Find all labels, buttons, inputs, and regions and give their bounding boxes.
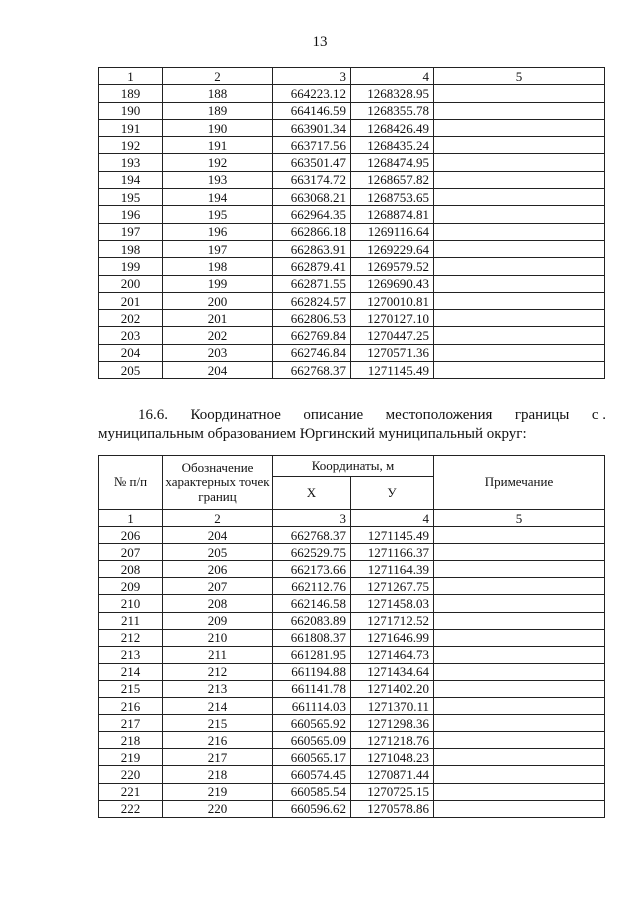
point-designation-cell: 200 [163, 292, 273, 309]
point-number-cell: 220 [99, 766, 163, 783]
x-coordinate-cell: 663174.72 [273, 171, 351, 188]
point-number-cell: 193 [99, 154, 163, 171]
point-number-cell: 202 [99, 310, 163, 327]
point-designation-cell: 203 [163, 344, 273, 361]
col-number-5: 5 [434, 68, 605, 85]
point-number-cell: 194 [99, 171, 163, 188]
table-row [99, 544, 605, 561]
point-designation-cell: 220 [163, 800, 273, 817]
y-coordinate-cell: 1268474.95 [351, 154, 434, 171]
point-designation-cell: 201 [163, 310, 273, 327]
point-designation-cell: 191 [163, 137, 273, 154]
point-designation-cell: 188 [163, 85, 273, 102]
table-row [99, 344, 605, 361]
note-cell [434, 612, 605, 629]
note-cell [434, 137, 605, 154]
x-coordinate-cell: 662769.84 [273, 327, 351, 344]
col-number-1: 1 [99, 510, 163, 527]
y-coordinate-cell: 1271145.49 [351, 362, 434, 379]
note-cell [434, 344, 605, 361]
point-number-cell: 215 [99, 680, 163, 697]
x-coordinate-cell: 662768.37 [273, 362, 351, 379]
point-designation-cell: 214 [163, 698, 273, 715]
x-coordinate-cell: 661281.95 [273, 646, 351, 663]
x-coordinate-cell: 660565.09 [273, 732, 351, 749]
x-coordinate-cell: 664146.59 [273, 102, 351, 119]
y-coordinate-cell: 1271298.36 [351, 715, 434, 732]
x-coordinate-cell: 661194.88 [273, 663, 351, 680]
y-coordinate-cell: 1271166.37 [351, 544, 434, 561]
table-row [99, 85, 605, 102]
table-row [99, 154, 605, 171]
table-row [99, 766, 605, 783]
x-coordinate-cell: 663501.47 [273, 154, 351, 171]
table-row [99, 715, 605, 732]
x-coordinate-cell: 663901.34 [273, 119, 351, 136]
table-row [99, 137, 605, 154]
col-number-2: 2 [163, 510, 273, 527]
point-designation-cell: 193 [163, 171, 273, 188]
note-cell [434, 578, 605, 595]
point-number-cell: 203 [99, 327, 163, 344]
note-cell [434, 189, 605, 206]
note-cell [434, 715, 605, 732]
point-designation-cell: 194 [163, 189, 273, 206]
note-cell [434, 327, 605, 344]
heading-word: 16.6. [138, 407, 168, 423]
y-coordinate-cell: 1268355.78 [351, 102, 434, 119]
point-designation-cell: 198 [163, 258, 273, 275]
section-heading-line1 [98, 406, 606, 425]
point-designation-cell: 205 [163, 544, 273, 561]
point-number-cell: 199 [99, 258, 163, 275]
table-row [99, 275, 605, 292]
point-number-cell: 222 [99, 800, 163, 817]
heading-word: границы [514, 407, 570, 423]
point-designation-cell: 197 [163, 240, 273, 257]
note-cell [434, 783, 605, 800]
table-row [99, 171, 605, 188]
x-coordinate-cell: 662529.75 [273, 544, 351, 561]
point-designation-cell: 206 [163, 561, 273, 578]
table-row [99, 783, 605, 800]
y-coordinate-cell: 1268426.49 [351, 119, 434, 136]
point-number-cell: 196 [99, 206, 163, 223]
col-number-4: 4 [351, 510, 434, 527]
note-cell [434, 292, 605, 309]
table-row [99, 561, 605, 578]
table-row [99, 749, 605, 766]
table-row [99, 102, 605, 119]
table-row [99, 223, 605, 240]
table-row [99, 646, 605, 663]
point-number-cell: 189 [99, 85, 163, 102]
x-coordinate-cell: 661808.37 [273, 629, 351, 646]
y-coordinate-cell: 1270571.36 [351, 344, 434, 361]
x-coordinate-cell: 662866.18 [273, 223, 351, 240]
header-y: У [351, 477, 434, 510]
x-coordinate-cell: 660574.45 [273, 766, 351, 783]
table-row [99, 612, 605, 629]
table-row [99, 362, 605, 379]
y-coordinate-cell: 1268657.82 [351, 171, 434, 188]
heading-word: Координатное [190, 407, 281, 423]
table-row [99, 663, 605, 680]
table-row [99, 595, 605, 612]
y-coordinate-cell: 1271164.39 [351, 561, 434, 578]
note-cell [434, 85, 605, 102]
table-row [99, 189, 605, 206]
point-number-cell: 204 [99, 344, 163, 361]
y-coordinate-cell: 1268874.81 [351, 206, 434, 223]
y-coordinate-cell: 1270447.25 [351, 327, 434, 344]
y-coordinate-cell: 1270725.15 [351, 783, 434, 800]
point-number-cell: 206 [99, 527, 163, 544]
x-coordinate-cell: 660565.17 [273, 749, 351, 766]
note-cell [434, 680, 605, 697]
table-header-row [99, 456, 605, 477]
x-coordinate-cell: 662746.84 [273, 344, 351, 361]
y-coordinate-cell: 1269116.64 [351, 223, 434, 240]
point-designation-cell: 213 [163, 680, 273, 697]
note-cell [434, 206, 605, 223]
point-number-cell: 209 [99, 578, 163, 595]
table-row [99, 800, 605, 817]
x-coordinate-cell: 662879.41 [273, 258, 351, 275]
col-number-2: 2 [163, 68, 273, 85]
point-designation-cell: 207 [163, 578, 273, 595]
point-designation-cell: 189 [163, 102, 273, 119]
x-coordinate-cell: 664223.12 [273, 85, 351, 102]
table-row [99, 732, 605, 749]
point-number-cell: 213 [99, 646, 163, 663]
point-designation-cell: 202 [163, 327, 273, 344]
point-designation-cell: 190 [163, 119, 273, 136]
point-designation-cell: 218 [163, 766, 273, 783]
table-row [99, 680, 605, 697]
point-number-cell: 190 [99, 102, 163, 119]
note-cell [434, 527, 605, 544]
col-number-3: 3 [273, 510, 351, 527]
point-number-cell: 212 [99, 629, 163, 646]
y-coordinate-cell: 1269579.52 [351, 258, 434, 275]
note-cell [434, 258, 605, 275]
table-row [99, 240, 605, 257]
x-coordinate-cell: 661114.03 [273, 698, 351, 715]
point-number-cell: 191 [99, 119, 163, 136]
x-coordinate-cell: 662824.57 [273, 292, 351, 309]
y-coordinate-cell: 1271646.99 [351, 629, 434, 646]
point-number-cell: 198 [99, 240, 163, 257]
y-coordinate-cell: 1268328.95 [351, 85, 434, 102]
point-number-cell: 205 [99, 362, 163, 379]
col-number-4: 4 [351, 68, 434, 85]
y-coordinate-cell: 1271048.23 [351, 749, 434, 766]
x-coordinate-cell: 662806.53 [273, 310, 351, 327]
y-coordinate-cell: 1270871.44 [351, 766, 434, 783]
note-cell [434, 561, 605, 578]
y-coordinate-cell: 1271218.76 [351, 732, 434, 749]
point-number-cell: 217 [99, 715, 163, 732]
header-num: № п/п [99, 456, 163, 510]
y-coordinate-cell: 1268753.65 [351, 189, 434, 206]
y-coordinate-cell: 1271458.03 [351, 595, 434, 612]
point-designation-cell: 217 [163, 749, 273, 766]
table-row [99, 527, 605, 544]
x-coordinate-cell: 662083.89 [273, 612, 351, 629]
point-designation-cell: 208 [163, 595, 273, 612]
table-row [99, 206, 605, 223]
header-coords: Координаты, м [273, 456, 434, 477]
note-cell [434, 595, 605, 612]
point-number-cell: 197 [99, 223, 163, 240]
note-cell [434, 362, 605, 379]
col-number-5: 5 [434, 510, 605, 527]
table-row [99, 629, 605, 646]
point-designation-cell: 210 [163, 629, 273, 646]
col-number-3: 3 [273, 68, 351, 85]
point-number-cell: 218 [99, 732, 163, 749]
note-cell [434, 749, 605, 766]
note-cell [434, 119, 605, 136]
x-coordinate-cell: 662768.37 [273, 527, 351, 544]
point-number-cell: 208 [99, 561, 163, 578]
point-designation-cell: 199 [163, 275, 273, 292]
note-cell [434, 698, 605, 715]
y-coordinate-cell: 1270010.81 [351, 292, 434, 309]
column-number-row [99, 510, 605, 527]
header-note: Примечание [434, 456, 605, 510]
point-designation-cell: 215 [163, 715, 273, 732]
table-row [99, 578, 605, 595]
x-coordinate-cell: 660596.62 [273, 800, 351, 817]
note-cell [434, 663, 605, 680]
y-coordinate-cell: 1271712.52 [351, 612, 434, 629]
point-designation-cell: 196 [163, 223, 273, 240]
x-coordinate-cell: 662871.55 [273, 275, 351, 292]
point-designation-cell: 204 [163, 527, 273, 544]
table-row [99, 327, 605, 344]
point-number-cell: 219 [99, 749, 163, 766]
point-designation-cell: 211 [163, 646, 273, 663]
point-designation-cell: 209 [163, 612, 273, 629]
table-row [99, 258, 605, 275]
y-coordinate-cell: 1271370.11 [351, 698, 434, 715]
note-cell [434, 154, 605, 171]
point-designation-cell: 212 [163, 663, 273, 680]
note-cell [434, 171, 605, 188]
x-coordinate-cell: 662112.76 [273, 578, 351, 595]
header-x: Х [273, 477, 351, 510]
note-cell [434, 646, 605, 663]
point-number-cell: 201 [99, 292, 163, 309]
note-cell [434, 544, 605, 561]
x-coordinate-cell: 662146.58 [273, 595, 351, 612]
section-heading-line2: муниципальным образованием Юргинский муниципальный округ: [98, 426, 527, 442]
y-coordinate-cell: 1271145.49 [351, 527, 434, 544]
point-designation-cell: 192 [163, 154, 273, 171]
note-cell [434, 102, 605, 119]
x-coordinate-cell: 662964.35 [273, 206, 351, 223]
point-designation-cell: 219 [163, 783, 273, 800]
x-coordinate-cell: 662863.91 [273, 240, 351, 257]
table-row [99, 119, 605, 136]
point-number-cell: 210 [99, 595, 163, 612]
note-cell [434, 240, 605, 257]
note-cell [434, 275, 605, 292]
table-row [99, 698, 605, 715]
point-number-cell: 214 [99, 663, 163, 680]
table-row [99, 310, 605, 327]
note-cell [434, 766, 605, 783]
x-coordinate-cell: 662173.66 [273, 561, 351, 578]
column-number-row [99, 68, 605, 85]
y-coordinate-cell: 1271464.73 [351, 646, 434, 663]
point-designation-cell: 195 [163, 206, 273, 223]
point-number-cell: 221 [99, 783, 163, 800]
point-number-cell: 207 [99, 544, 163, 561]
point-number-cell: 216 [99, 698, 163, 715]
table-row [99, 292, 605, 309]
y-coordinate-cell: 1271267.75 [351, 578, 434, 595]
coordinates-table-yurginsky [98, 455, 605, 818]
x-coordinate-cell: 663717.56 [273, 137, 351, 154]
point-designation-cell: 204 [163, 362, 273, 379]
point-number-cell: 211 [99, 612, 163, 629]
x-coordinate-cell: 660565.92 [273, 715, 351, 732]
point-designation-cell: 216 [163, 732, 273, 749]
note-cell [434, 732, 605, 749]
y-coordinate-cell: 1269690.43 [351, 275, 434, 292]
point-number-cell: 192 [99, 137, 163, 154]
heading-word: описание [303, 407, 364, 423]
header-designation: Обозначение характерных точек границ [163, 456, 273, 510]
y-coordinate-cell: 1270578.86 [351, 800, 434, 817]
y-coordinate-cell: 1268435.24 [351, 137, 434, 154]
point-number-cell: 195 [99, 189, 163, 206]
y-coordinate-cell: 1269229.64 [351, 240, 434, 257]
note-cell [434, 800, 605, 817]
heading-word: с . [591, 407, 606, 423]
heading-word: местоположения [385, 407, 493, 423]
y-coordinate-cell: 1271402.20 [351, 680, 434, 697]
y-coordinate-cell: 1271434.64 [351, 663, 434, 680]
point-number-cell: 200 [99, 275, 163, 292]
note-cell [434, 310, 605, 327]
x-coordinate-cell: 663068.21 [273, 189, 351, 206]
col-number-1: 1 [99, 68, 163, 85]
note-cell [434, 629, 605, 646]
page-number: 13 [312, 34, 328, 50]
coordinates-table-continued [98, 67, 605, 379]
note-cell [434, 223, 605, 240]
x-coordinate-cell: 660585.54 [273, 783, 351, 800]
y-coordinate-cell: 1270127.10 [351, 310, 434, 327]
x-coordinate-cell: 661141.78 [273, 680, 351, 697]
